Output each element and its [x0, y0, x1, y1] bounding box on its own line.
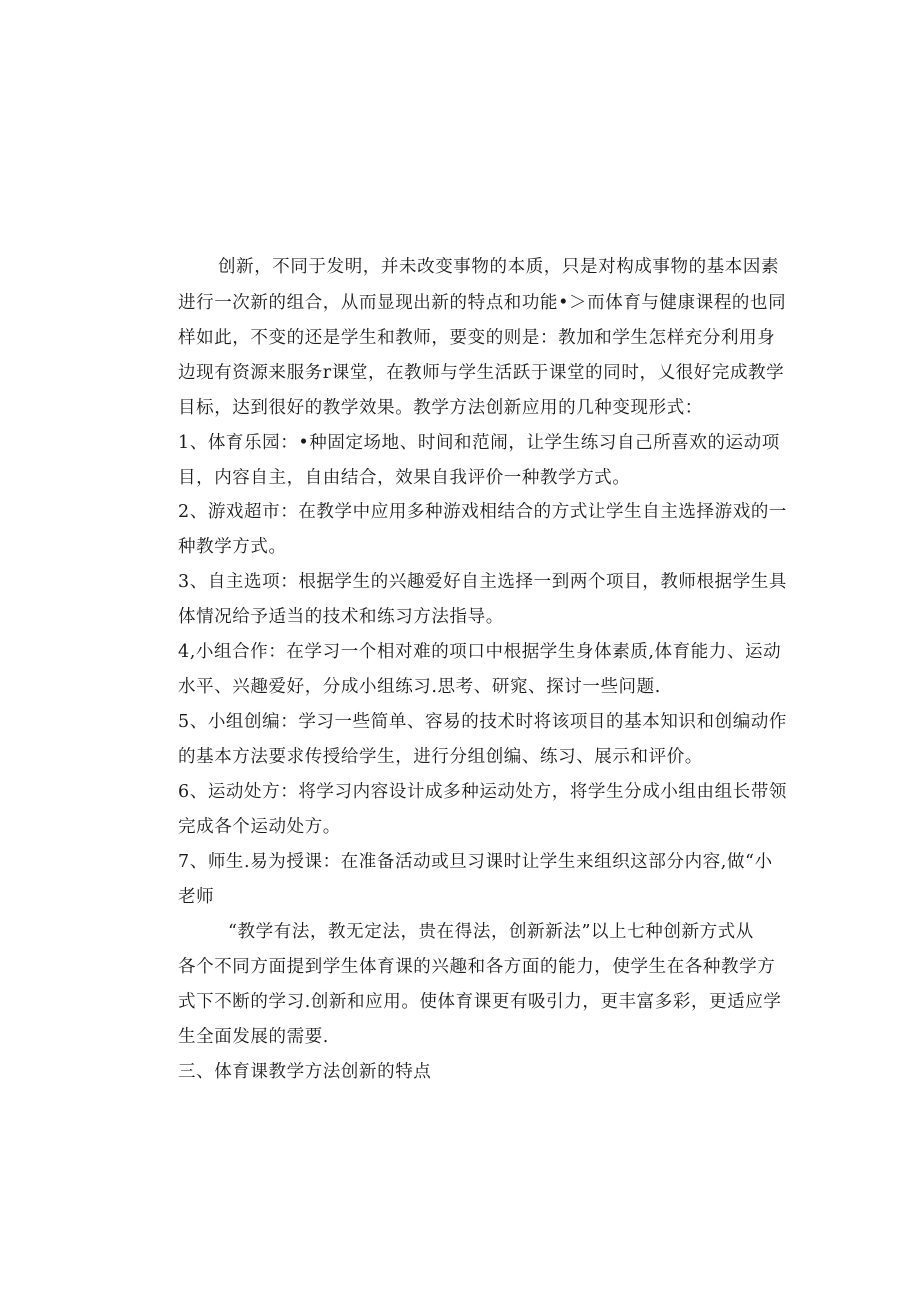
- list-item-4-line: 4,小组合作：在学习一个相对难的项口中根据学生身体素质,体育能力、运动: [178, 642, 782, 662]
- list-item-2-line: 种教学方式。: [178, 537, 287, 557]
- list-item-3-line: 体情况给予适当的技术和练习方法指导。: [178, 607, 504, 627]
- intro-line: 样如此，不变的还是学生和教师，要变的则是：教加和学生怎样充分利用身: [178, 328, 776, 348]
- intro-line: 边现有资源来服务r课堂，在教师与学生活跃于课堂的同时，乂很好完成教学: [178, 363, 785, 383]
- summary-line: 式下不断的学习.创新和应用。使体育课更有吸引力，更丰富多彩，更适应学: [178, 992, 782, 1012]
- intro-line: 进行一次新的组合，从而显现出新的特点和功能•＞而体育与健康课程的也同: [178, 293, 787, 313]
- list-item-6-line: 6、运动处方：将学习内容设计成多种运动处方，将学生分成小组由组长带领: [178, 782, 788, 802]
- list-item-3-line: 3、自主选项：根据学生的兴趣爱好自主选择一到两个项目，教师根据学生具: [178, 572, 788, 592]
- list-item-5-line: 5、小组创编：学习一些简单、容易的技术时将该项目的基本知识和创编动作: [178, 712, 788, 732]
- section-heading: 三、体育课教学方法创新的特点: [178, 1062, 432, 1082]
- summary-line: “教学有法，教无定法，贵在得法，创新新法”以上七种创新方式从: [228, 922, 754, 942]
- list-item-5-line: 的基本方法要求传授给学生，进行分组创编、练习、展示和评价。: [178, 747, 703, 767]
- list-item-1-line: 1、体育乐园：•种固定场地、时间和范闹，让学生练习自己所喜欢的运动项: [178, 433, 780, 453]
- list-item-4-line: 水平、兴趣爱好，分成小组练习.思考、研窕、探讨一些问题.: [178, 677, 661, 697]
- list-item-2-line: 2、游戏超市：在教学中应用多种游戏相结合的方式让学生自主选择游戏的一: [178, 502, 788, 522]
- intro-line: 目标，达到很好的教学效果。教学方法创新应用的几种变现形式：: [178, 398, 703, 418]
- summary-line: 各个不同方面提到学生体育课的兴趣和各方面的能力，使学生在各种教学方: [178, 957, 776, 977]
- list-item-6-line: 完成各个运动处方。: [178, 817, 341, 837]
- list-item-7-line: 7、师生.易为授课：在准备活动或旦习课时让学生来组织这部分内容,做“小: [178, 852, 773, 872]
- list-item-1-line: 目，内容自主，自由结合，效果自我评价一种教学方式。: [178, 468, 631, 488]
- list-item-7-line: 老师: [178, 887, 215, 907]
- intro-line: 创新，不同于发明，并未改变事物的本质，只是对构成事物的基本因素: [218, 257, 780, 277]
- summary-line: 生全面发展的需要.: [178, 1027, 329, 1047]
